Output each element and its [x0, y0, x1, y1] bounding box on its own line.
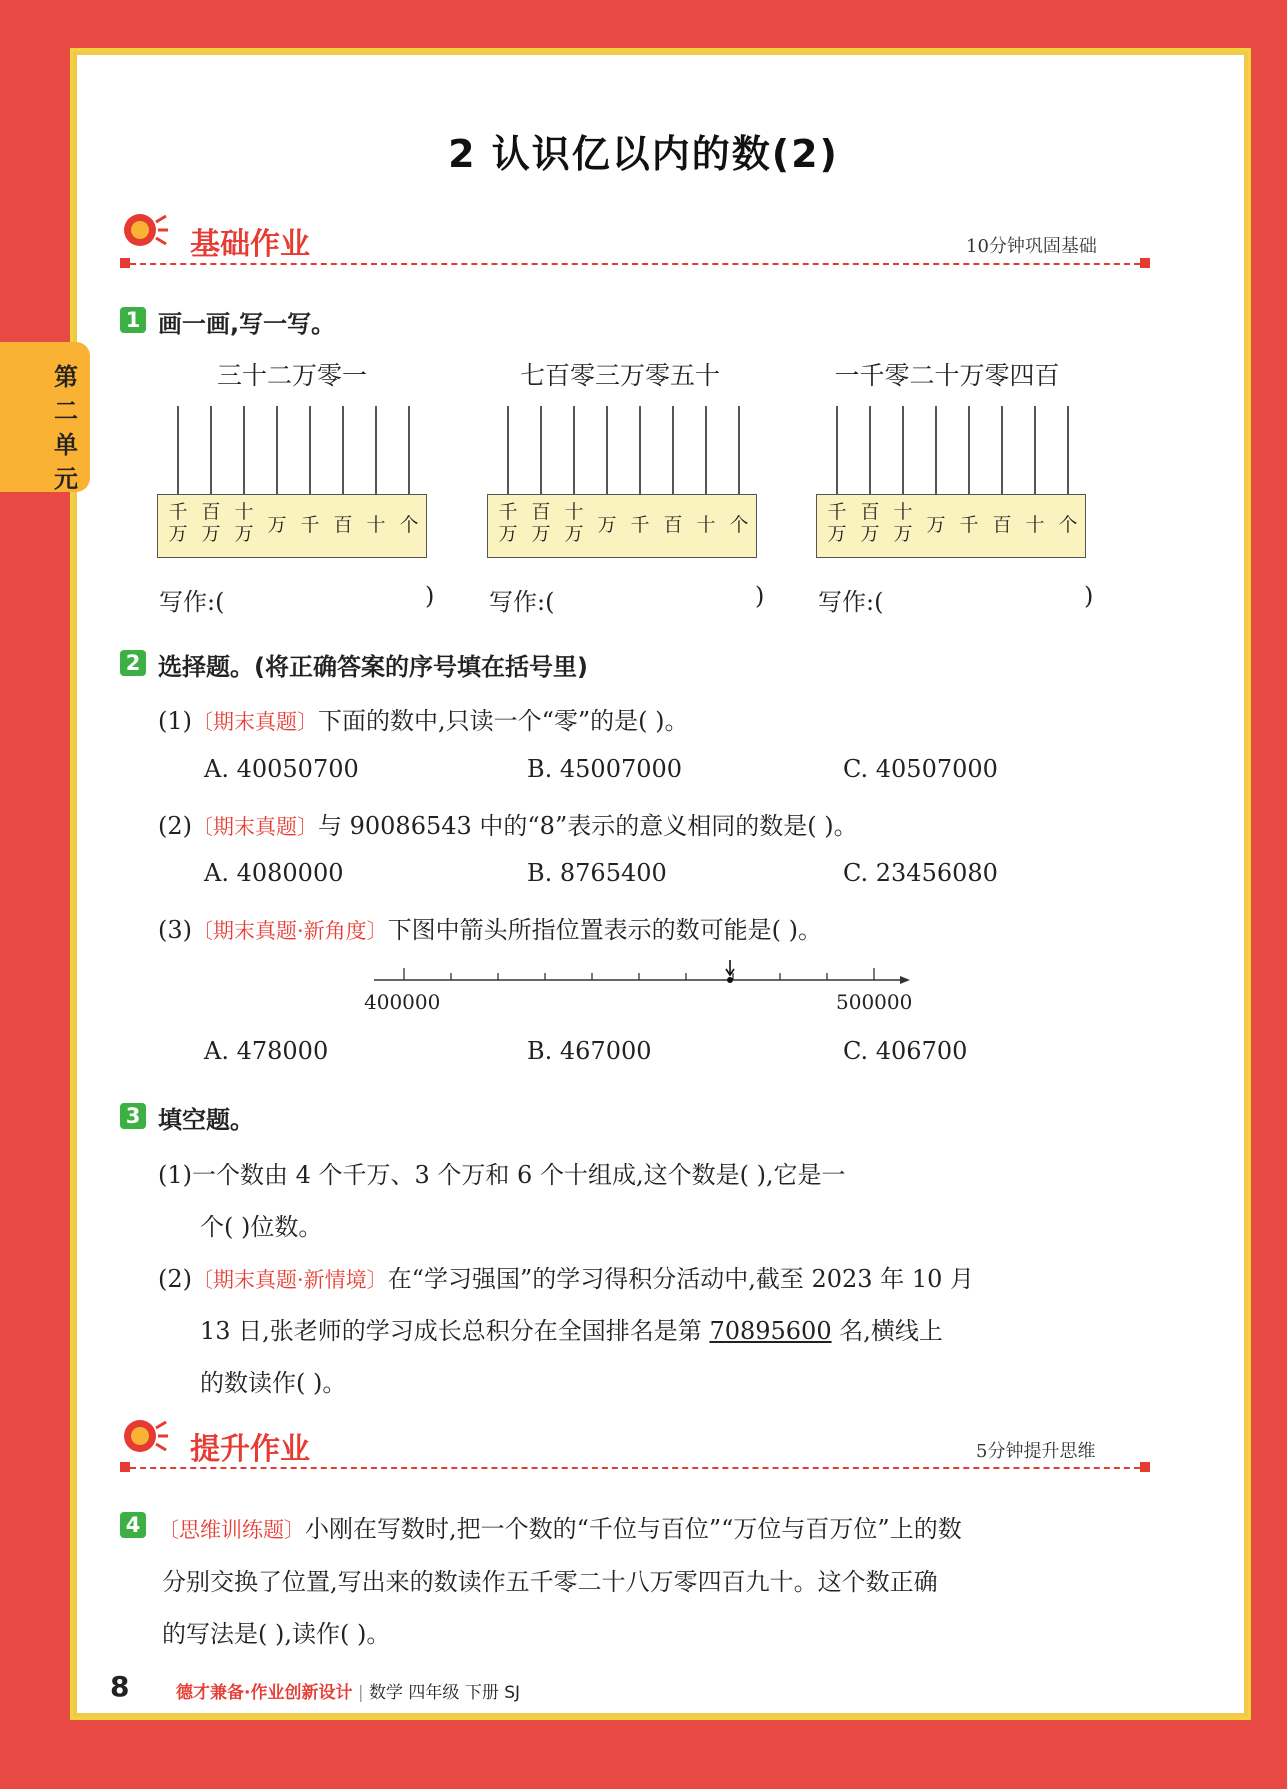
fill-line: (1)一个数由 4 个千万、3 个万和 6 个十组成,这个数是( ),它是一 — [158, 1161, 846, 1189]
abacus-rod — [1067, 406, 1069, 494]
sub-text: 下图中箭头所指位置表示的数可能是( )。 — [387, 916, 823, 944]
fill-line: 的写法是( ),读作( )。 — [162, 1620, 391, 1648]
place-label — [890, 501, 916, 545]
place-label — [198, 501, 224, 545]
place-label: 个 — [399, 514, 419, 536]
question-number: 4 — [120, 1512, 146, 1538]
place-bottom: 万 — [498, 523, 518, 545]
question-number: 2 — [120, 650, 146, 676]
question-title: 填空题。 — [158, 1106, 254, 1134]
abacus-rod — [902, 406, 904, 494]
place-label: 千 — [630, 514, 650, 536]
place-label: 个 — [729, 514, 749, 536]
abacus-rod — [210, 406, 212, 494]
place-label: 万 — [267, 514, 287, 536]
page-number: 8 — [110, 1670, 130, 1703]
option-b[interactable]: B. 8765400 — [527, 859, 667, 887]
abacus-rod — [375, 406, 377, 494]
sub-text: 小刚在写数时,把一个数的“千位与百位”“万位与百万位”上的数 — [305, 1515, 962, 1543]
sub-question — [158, 806, 858, 841]
source-tag: 〔期末真题·新角度〕 — [192, 919, 388, 943]
sub-text: 与 90086543 中的“8”表示的意义相同的数是( )。 — [318, 812, 858, 840]
option-c[interactable]: C. 23456080 — [843, 859, 998, 887]
place-bottom: 万 — [860, 523, 880, 545]
sub-prefix: (2) — [158, 812, 192, 840]
horn-icon — [122, 208, 170, 254]
section-basic-line — [120, 263, 1150, 265]
place-label: 十 — [1025, 514, 1045, 536]
place-bottom: 万 — [893, 523, 913, 545]
abacus-rod — [243, 406, 245, 494]
abacus-rod — [1034, 406, 1036, 494]
abacus-rod — [276, 406, 278, 494]
section-basic-sub: 10分钟巩固基础 — [966, 236, 1097, 257]
answer-write[interactable] — [159, 582, 224, 617]
section-advanced-sub: 5分钟提升思维 — [976, 1441, 1096, 1462]
place-top: 十 — [234, 501, 254, 523]
abacus-label: 三十二万零一 — [216, 361, 367, 390]
axis-end-label: 500000 — [836, 990, 913, 1014]
write-close: ) — [755, 582, 765, 610]
sub-text: 13 日,张老师的学习成长总积分在全国排名是第 — [200, 1317, 710, 1345]
sub-prefix: (3) — [158, 916, 192, 944]
write-label: 写作:( — [489, 588, 555, 616]
place-label: 千 — [300, 514, 320, 536]
place-label — [528, 501, 554, 545]
option-a[interactable]: A. 478000 — [204, 1037, 329, 1065]
option-c[interactable]: C. 406700 — [843, 1037, 968, 1065]
fill-line — [158, 1509, 962, 1544]
down-arrow-icon — [726, 960, 734, 975]
line-end-marker — [120, 1462, 130, 1472]
abacus-rod — [738, 406, 740, 494]
number-line — [370, 960, 910, 1010]
line-end-marker — [120, 258, 130, 268]
write-label: 写作:( — [159, 588, 225, 616]
place-top: 十 — [564, 501, 584, 523]
answer-write[interactable] — [489, 582, 554, 617]
section-basic-title: 基础作业 — [190, 227, 310, 262]
footer-brand: 德才兼备·作业创新设计 — [176, 1683, 353, 1703]
place-label: 百 — [663, 514, 683, 536]
abacus-rod — [705, 406, 707, 494]
line-end-marker — [1140, 258, 1150, 268]
place-top: 千 — [168, 501, 188, 523]
sub-prefix: (1) — [158, 707, 192, 735]
place-label: 万 — [926, 514, 946, 536]
horn-icon — [122, 1414, 170, 1460]
source-tag: 〔期末真题·新情境〕 — [192, 1268, 388, 1292]
abacus-rod — [639, 406, 641, 494]
place-bottom: 万 — [201, 523, 221, 545]
option-a[interactable]: A. 4080000 — [204, 859, 344, 887]
sub-text: 在“学习强国”的学习得积分活动中,截至 2023 年 10 月 — [387, 1265, 974, 1293]
answer-write[interactable] — [818, 582, 883, 617]
sub-question — [158, 701, 689, 736]
underlined-number: 70895600 — [709, 1317, 832, 1345]
fill-line: 分别交换了位置,写出来的数读作五千零二十八万零四百九十。这个数正确 — [162, 1568, 938, 1596]
place-top: 百 — [531, 501, 551, 523]
question-number: 1 — [120, 307, 146, 333]
section-advanced-title: 提升作业 — [190, 1432, 310, 1467]
source-tag: 〔思维训练题〕 — [158, 1518, 305, 1542]
abacus-rod — [540, 406, 542, 494]
abacus-rod — [408, 406, 410, 494]
abacus-rod — [935, 406, 937, 494]
option-c[interactable]: C. 40507000 — [843, 755, 998, 783]
abacus-rod — [309, 406, 311, 494]
option-b[interactable]: B. 45007000 — [527, 755, 683, 783]
abacus-rod — [836, 406, 838, 494]
unit-tab-label: 第二单元 — [54, 363, 78, 493]
fill-line: 的数读作( )。 — [200, 1369, 347, 1397]
place-label: 千 — [959, 514, 979, 536]
abacus-rod — [1001, 406, 1003, 494]
place-top: 百 — [860, 501, 880, 523]
place-label — [824, 501, 850, 545]
question-title: 画一画,写一写。 — [158, 310, 336, 338]
place-label — [231, 501, 257, 545]
sub-text: 名,横线上 — [831, 1317, 943, 1345]
footer-info: 数学 四年级 下册 SJ — [369, 1683, 521, 1703]
axis-arrowhead — [900, 976, 910, 984]
axis-start-label: 400000 — [364, 990, 441, 1014]
write-label: 写作:( — [818, 588, 884, 616]
place-bottom: 万 — [168, 523, 188, 545]
place-bottom: 万 — [564, 523, 584, 545]
fill-line: 个( )位数。 — [200, 1213, 323, 1241]
question-title: 选择题。(将正确答案的序号填在括号里) — [158, 653, 588, 681]
place-label — [561, 501, 587, 545]
place-label: 个 — [1058, 514, 1078, 536]
abacus-rod — [573, 406, 575, 494]
abacus-label: 一千零二十万零四百 — [834, 361, 1060, 390]
place-label: 十 — [696, 514, 716, 536]
place-bottom: 万 — [827, 523, 847, 545]
sub-text: 下面的数中,只读一个“零”的是( )。 — [318, 707, 689, 735]
section-advanced-line — [120, 1467, 1150, 1469]
page-title: 2 认识亿以内的数(2) — [448, 132, 839, 176]
write-close: ) — [425, 582, 435, 610]
source-tag: 〔期末真题〕 — [192, 815, 318, 839]
place-label — [495, 501, 521, 545]
place-label: 百 — [333, 514, 353, 536]
sub-question — [158, 910, 822, 945]
place-label: 百 — [992, 514, 1012, 536]
abacus-rod — [672, 406, 674, 494]
sub-prefix: (2) — [158, 1265, 192, 1293]
abacus-label: 七百零三万零五十 — [519, 361, 720, 390]
fill-line — [158, 1259, 974, 1294]
place-top: 千 — [498, 501, 518, 523]
arrow-point — [727, 977, 733, 983]
place-label: 万 — [597, 514, 617, 536]
source-tag: 〔期末真题〕 — [192, 710, 318, 734]
place-label — [857, 501, 883, 545]
abacus-rod — [968, 406, 970, 494]
abacus-rod — [507, 406, 509, 494]
place-top: 百 — [201, 501, 221, 523]
abacus-rod — [869, 406, 871, 494]
place-top: 千 — [827, 501, 847, 523]
question-number: 3 — [120, 1103, 146, 1129]
place-label: 十 — [366, 514, 386, 536]
write-close: ) — [1084, 582, 1094, 610]
place-bottom: 万 — [234, 523, 254, 545]
abacus-rod — [606, 406, 608, 494]
place-top: 十 — [893, 501, 913, 523]
option-b[interactable]: B. 467000 — [527, 1037, 652, 1065]
abacus-rod — [342, 406, 344, 494]
abacus-rod — [177, 406, 179, 494]
place-label — [165, 501, 191, 545]
place-bottom: 万 — [531, 523, 551, 545]
line-end-marker — [1140, 1462, 1150, 1472]
footer-text: 德才兼备·作业创新设计 | 数学 四年级 下册 SJ — [176, 1683, 521, 1703]
option-a[interactable]: A. 40050700 — [204, 755, 359, 783]
fill-line — [200, 1311, 943, 1346]
